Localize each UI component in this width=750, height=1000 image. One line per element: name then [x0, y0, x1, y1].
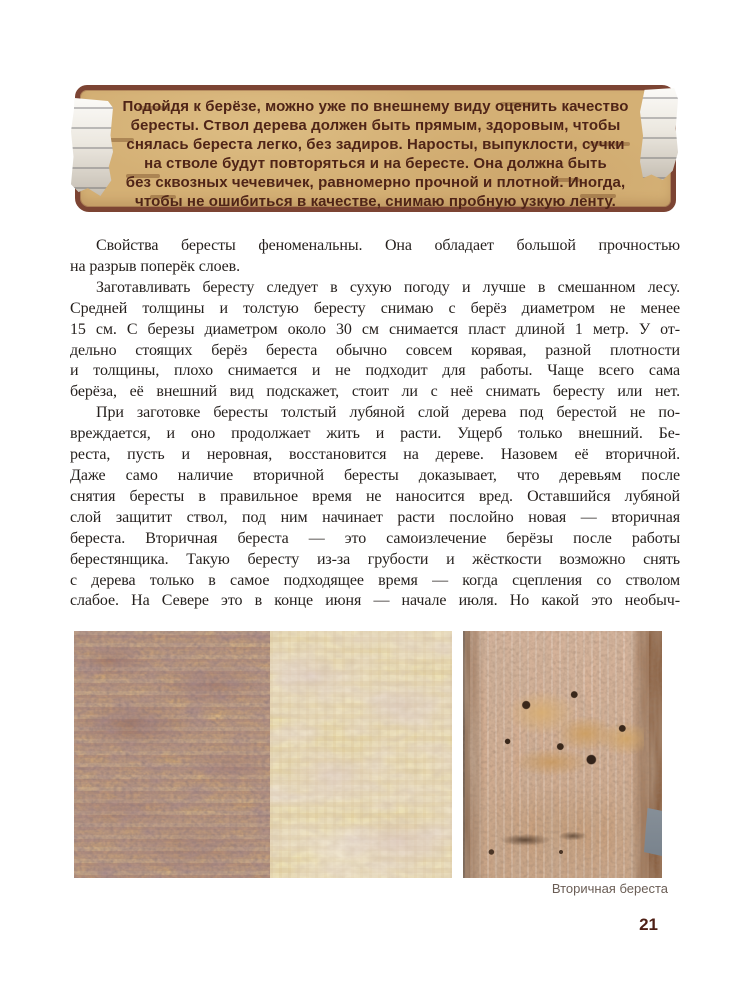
bark-lenticel-marks: [477, 824, 597, 864]
birch-bark-photo: [270, 631, 452, 878]
paragraph: Свойства бересты феноменальны. Она обладает большой прочностью на разрыв поперёк слоев.: [70, 237, 680, 275]
birch-bark-patch-icon: [71, 98, 113, 196]
birch-bark-photo: [74, 631, 270, 878]
birch-bark-patch-icon: [640, 88, 678, 180]
birch-bark-photo: [463, 631, 662, 878]
bark-dark-patch-cluster: [489, 666, 644, 796]
intro-plank-banner: [75, 85, 676, 212]
banner-text: Подойдя к берёзе, можно уже по внешнему виду оценить качество бересты. Ствол дерева должен быть прямым, здоровым, чтобы снялась береста легко, без задиров. Наросты, выпуклости, сучки на стволе будут повторяться и на бересте. Она должна быть без сквозных чечевичек, равномерно прочной и плотной. Иногда, чтобы не ошибиться в качестве, снимаю пробную узкую ленту.: [122, 98, 629, 210]
body-text: [70, 236, 680, 612]
bark-texture-noise: [270, 631, 452, 878]
paragraph: При заготовке бересты толстый лубяной слой дерева под берестой не по- вреждается, и оно продолжает жить и расти. Ущерб только внешний. Бе- реста, пусть и неровная, восстановится на дереве. Назовем её вторичной. Даже само наличие вторичной бересты доказывает, что деревьям после снятия бересты в правильное время не наносится вред. Оставшийся лубяной слой защитит ствол, под ним начинает расти послойно новая — вторичная береста. Вторичная береста — это самоизлечение берёзы после работы берестянщика. Такую бересту из-за грубости и жёсткости возможно снять с дерева только в самое подходящее время — когда сцепления со стволом слабое. На Севере это в конце июня — начале июля. Но какой это необыч-: [70, 404, 680, 610]
page-number: 21: [639, 915, 658, 934]
paragraph: Заготавливать бересту следует в сухую погоду и лучше в смешанном лесу. Средней толщины и толстую бересту снимаю с берёз диаметром не менее 15 см. С березы диаметром около 30 см снимается пласт длиной 1 метр. У от- дельно стоящих берёз береста обычно совсем корявая, разной плотности и толщины, плохо снимается и не подходит для работы. Чаще всего сама берёза, её внешний вид подскажет, стоит ли с неё снимать бересту или нет.: [70, 278, 680, 401]
figure-caption: Вторичная береста: [551, 881, 668, 896]
photo-row: [74, 631, 668, 878]
bark-texture-noise: [74, 631, 270, 878]
